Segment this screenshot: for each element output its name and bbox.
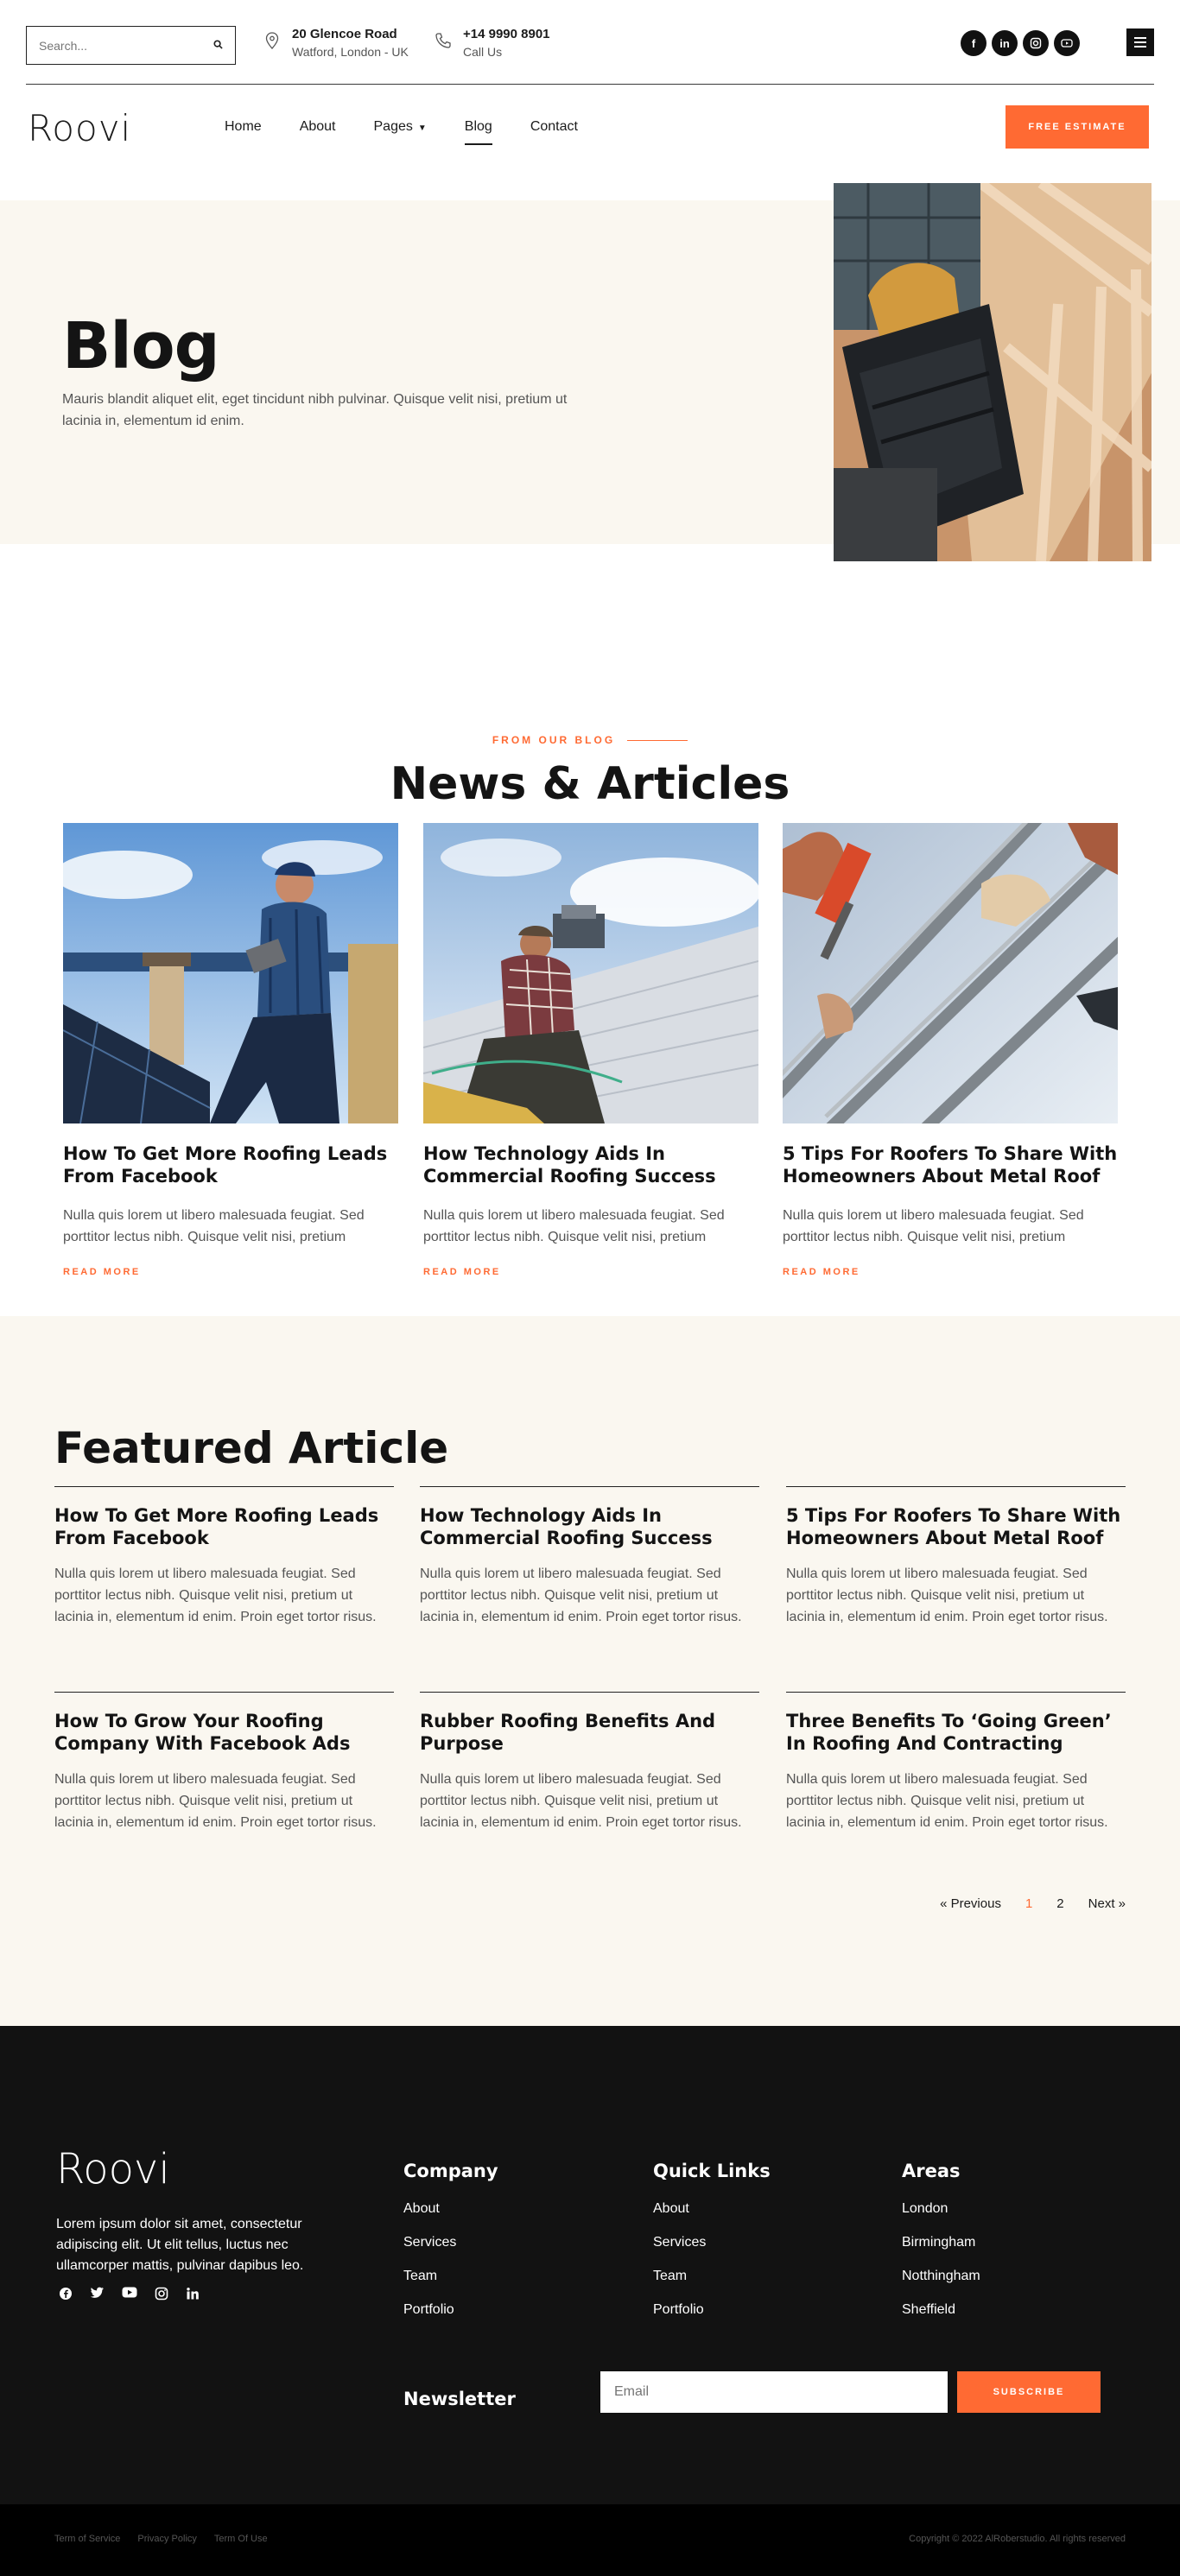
- blog-card-title[interactable]: 5 Tips For Roofers To Share With Homeowners About Metal Roof: [783, 1143, 1118, 1187]
- blog-card-excerpt: Nulla quis lorem ut libero malesuada feugiat. Sed porttitor lectus nibh. Quisque velit nisi, pretium: [783, 1208, 1084, 1244]
- address-block: [263, 26, 409, 60]
- phone-icon: [434, 31, 453, 50]
- newsletter-email-input[interactable]: [600, 2371, 948, 2413]
- blog-card-excerpt: Nulla quis lorem ut libero malesuada feugiat. Sed porttitor lectus nibh. Quisque velit nisi, pretium: [63, 1208, 365, 1244]
- featured-article-excerpt: Nulla quis lorem ut libero malesuada feugiat. Sed porttitor lectus nibh. Quisque velit nisi, pretium ut lacinia in, elementum id enim. Proin eget tortor risus.: [786, 1772, 1108, 1830]
- bottom-bar: [0, 2504, 1180, 2576]
- footer-link[interactable]: Portfolio: [653, 2302, 704, 2317]
- section-eyebrow-text: FROM OUR BLOG: [492, 734, 616, 746]
- featured-article-excerpt: Nulla quis lorem ut libero malesuada feugiat. Sed porttitor lectus nibh. Quisque velit nisi, pretium ut lacinia in, elementum id enim. Proin eget tortor risus.: [54, 1566, 377, 1624]
- section-eyebrow: [0, 734, 1180, 746]
- blog-card-image[interactable]: [63, 823, 398, 1123]
- footer-link[interactable]: Services: [653, 2235, 707, 2250]
- phone-number[interactable]: +14 9990 8901: [463, 27, 550, 41]
- free-estimate-button[interactable]: FREE ESTIMATE: [1006, 105, 1149, 149]
- footer-link[interactable]: Services: [403, 2235, 457, 2250]
- footer-column-title: Quick Links: [653, 2161, 771, 2181]
- menu-icon[interactable]: [1126, 28, 1154, 56]
- blog-card[interactable]: [783, 823, 1118, 1277]
- featured-article[interactable]: [786, 1486, 1126, 1628]
- footer-column-areas: [902, 2161, 980, 2335]
- featured-article-title[interactable]: 5 Tips For Roofers To Share With Homeowners About Metal Roof: [786, 1505, 1121, 1548]
- search-input[interactable]: [39, 39, 194, 53]
- footer-column-quick-links: [653, 2161, 771, 2335]
- top-bar: [26, 0, 1154, 85]
- featured-article-excerpt: Nulla quis lorem ut libero malesuada feugiat. Sed porttitor lectus nibh. Quisque velit nisi, pretium ut lacinia in, elementum id enim. Proin eget tortor risus.: [54, 1772, 377, 1830]
- blog-card-title[interactable]: How Technology Aids In Commercial Roofing Success: [423, 1143, 716, 1187]
- blog-card[interactable]: [423, 823, 758, 1277]
- hero-text: Mauris blandit aliquet elit, eget tincidunt nibh pulvinar. Quisque velit nisi, pretium ut lacinia in, elementum id enim.: [62, 392, 568, 428]
- search-icon[interactable]: [213, 40, 223, 52]
- footer-link[interactable]: Team: [653, 2269, 688, 2283]
- facebook-icon[interactable]: [59, 2287, 73, 2303]
- blog-card-excerpt: Nulla quis lorem ut libero malesuada feugiat. Sed porttitor lectus nibh. Quisque velit nisi, pretium: [423, 1208, 725, 1244]
- logo[interactable]: Roovi: [28, 107, 132, 149]
- featured-article[interactable]: [786, 1692, 1126, 1833]
- phone-label: Call Us: [463, 45, 503, 59]
- nav-item-contact[interactable]: Contact: [530, 119, 578, 134]
- copyright: Copyright © 2022 AlRoberstudio. All rights reserved: [909, 2534, 1126, 2544]
- featured-article-title[interactable]: How Technology Aids In Commercial Roofing Success: [420, 1505, 713, 1548]
- phone-block: [434, 26, 550, 60]
- featured-title: Featured Article: [54, 1423, 449, 1473]
- footer-link[interactable]: Portfolio: [403, 2302, 454, 2317]
- nav-item-pages-label: Pages: [373, 119, 413, 134]
- youtube-icon[interactable]: [122, 2287, 137, 2303]
- featured-article[interactable]: [420, 1692, 759, 1833]
- twitter-icon[interactable]: [90, 2287, 105, 2303]
- footer-link[interactable]: Notthingham: [902, 2269, 980, 2283]
- footer-description: Lorem ipsum dolor sit amet, consectetur adipiscing elit. Ut elit tellus, luctus nec ullamcorper mattis, pulvinar dapibus leo.: [56, 2217, 304, 2273]
- featured-article[interactable]: [420, 1486, 759, 1628]
- nav-item-blog[interactable]: Blog: [465, 119, 492, 145]
- footer-link[interactable]: Birmingham: [902, 2235, 976, 2250]
- hero-image: [834, 183, 1151, 561]
- nav-item-pages[interactable]: [374, 119, 427, 145]
- footer-column-company: [403, 2161, 498, 2335]
- youtube-icon[interactable]: [1054, 30, 1080, 56]
- legal-links: [54, 2534, 268, 2544]
- newsletter-title: Newsletter: [403, 2389, 516, 2409]
- pagination: [940, 1896, 1126, 1911]
- footer-logo[interactable]: Roovi: [56, 2145, 170, 2193]
- featured-article-excerpt: Nulla quis lorem ut libero malesuada feugiat. Sed porttitor lectus nibh. Quisque velit nisi, pretium ut lacinia in, elementum id enim. Proin eget tortor risus.: [786, 1566, 1108, 1624]
- footer-link[interactable]: London: [902, 2201, 948, 2216]
- featured-article-title[interactable]: How To Grow Your Roofing Company With Facebook Ads: [54, 1711, 351, 1754]
- pagination-prev[interactable]: « Previous: [940, 1896, 1001, 1911]
- eyebrow-line: [627, 740, 688, 741]
- footer-column-title: Company: [403, 2161, 498, 2181]
- blog-card-title[interactable]: How To Get More Roofing Leads From Facebook: [63, 1143, 388, 1187]
- nav-item-about[interactable]: About: [299, 119, 336, 134]
- pagination-page[interactable]: 2: [1056, 1896, 1064, 1911]
- featured-article-title[interactable]: How To Get More Roofing Leads From Facebook: [54, 1505, 379, 1548]
- linkedin-icon[interactable]: in: [992, 30, 1018, 56]
- footer: [0, 2026, 1180, 2504]
- nav-item-home[interactable]: Home: [225, 119, 262, 134]
- featured-article[interactable]: [54, 1692, 394, 1833]
- chevron-down-icon: ▼: [417, 123, 427, 133]
- news-section: [0, 551, 1180, 1316]
- main-nav: [0, 85, 1180, 171]
- facebook-icon[interactable]: f: [961, 30, 987, 56]
- instagram-icon[interactable]: [155, 2287, 168, 2303]
- address-line2: Watford, London - UK: [292, 45, 409, 59]
- featured-section: [0, 1316, 1180, 2026]
- subscribe-button[interactable]: SUBSCRIBE: [957, 2371, 1101, 2413]
- footer-social-links: [59, 2287, 200, 2303]
- read-more-link[interactable]: READ MORE: [783, 1267, 860, 1277]
- address-line1: 20 Glencoe Road: [292, 27, 397, 41]
- legal-link-privacy-policy[interactable]: Privacy Policy: [137, 2534, 197, 2544]
- nav-menu: [225, 119, 578, 145]
- section-title: News & Articles: [390, 758, 790, 810]
- pagination-next[interactable]: Next »: [1088, 1896, 1126, 1911]
- footer-column-title: Areas: [902, 2161, 961, 2181]
- read-more-link[interactable]: READ MORE: [423, 1267, 501, 1277]
- blog-card-image[interactable]: [423, 823, 758, 1123]
- pagination-page-current: 1: [1025, 1896, 1033, 1911]
- footer-link[interactable]: Team: [403, 2269, 438, 2283]
- social-links: [961, 30, 1080, 56]
- legal-link-terms-of-use[interactable]: Term Of Use: [213, 2534, 268, 2544]
- linkedin-icon[interactable]: [186, 2287, 200, 2303]
- footer-link[interactable]: About: [653, 2201, 689, 2216]
- blog-card-image[interactable]: [783, 823, 1118, 1123]
- search-box[interactable]: [26, 26, 236, 65]
- footer-link[interactable]: Sheffield: [902, 2302, 955, 2317]
- featured-article-excerpt: Nulla quis lorem ut libero malesuada feugiat. Sed porttitor lectus nibh. Quisque velit nisi, pretium ut lacinia in, elementum id enim. Proin eget tortor risus.: [420, 1566, 742, 1624]
- featured-article-title[interactable]: Rubber Roofing Benefits And Purpose: [420, 1711, 716, 1754]
- footer-link[interactable]: About: [403, 2201, 440, 2216]
- blog-card[interactable]: [63, 823, 398, 1277]
- instagram-icon[interactable]: [1023, 30, 1049, 56]
- featured-article-excerpt: Nulla quis lorem ut libero malesuada feugiat. Sed porttitor lectus nibh. Quisque velit nisi, pretium ut lacinia in, elementum id enim. Proin eget tortor risus.: [420, 1772, 742, 1830]
- map-pin-icon: [263, 31, 282, 50]
- page-title: Blog: [62, 309, 219, 383]
- read-more-link[interactable]: READ MORE: [63, 1267, 141, 1277]
- featured-article-title[interactable]: Three Benefits To ‘Going Green’ In Roofing And Contracting: [786, 1711, 1112, 1754]
- hero-section: [0, 171, 1180, 551]
- featured-article[interactable]: [54, 1486, 394, 1628]
- legal-link-terms-of-service[interactable]: Term of Service: [54, 2534, 121, 2544]
